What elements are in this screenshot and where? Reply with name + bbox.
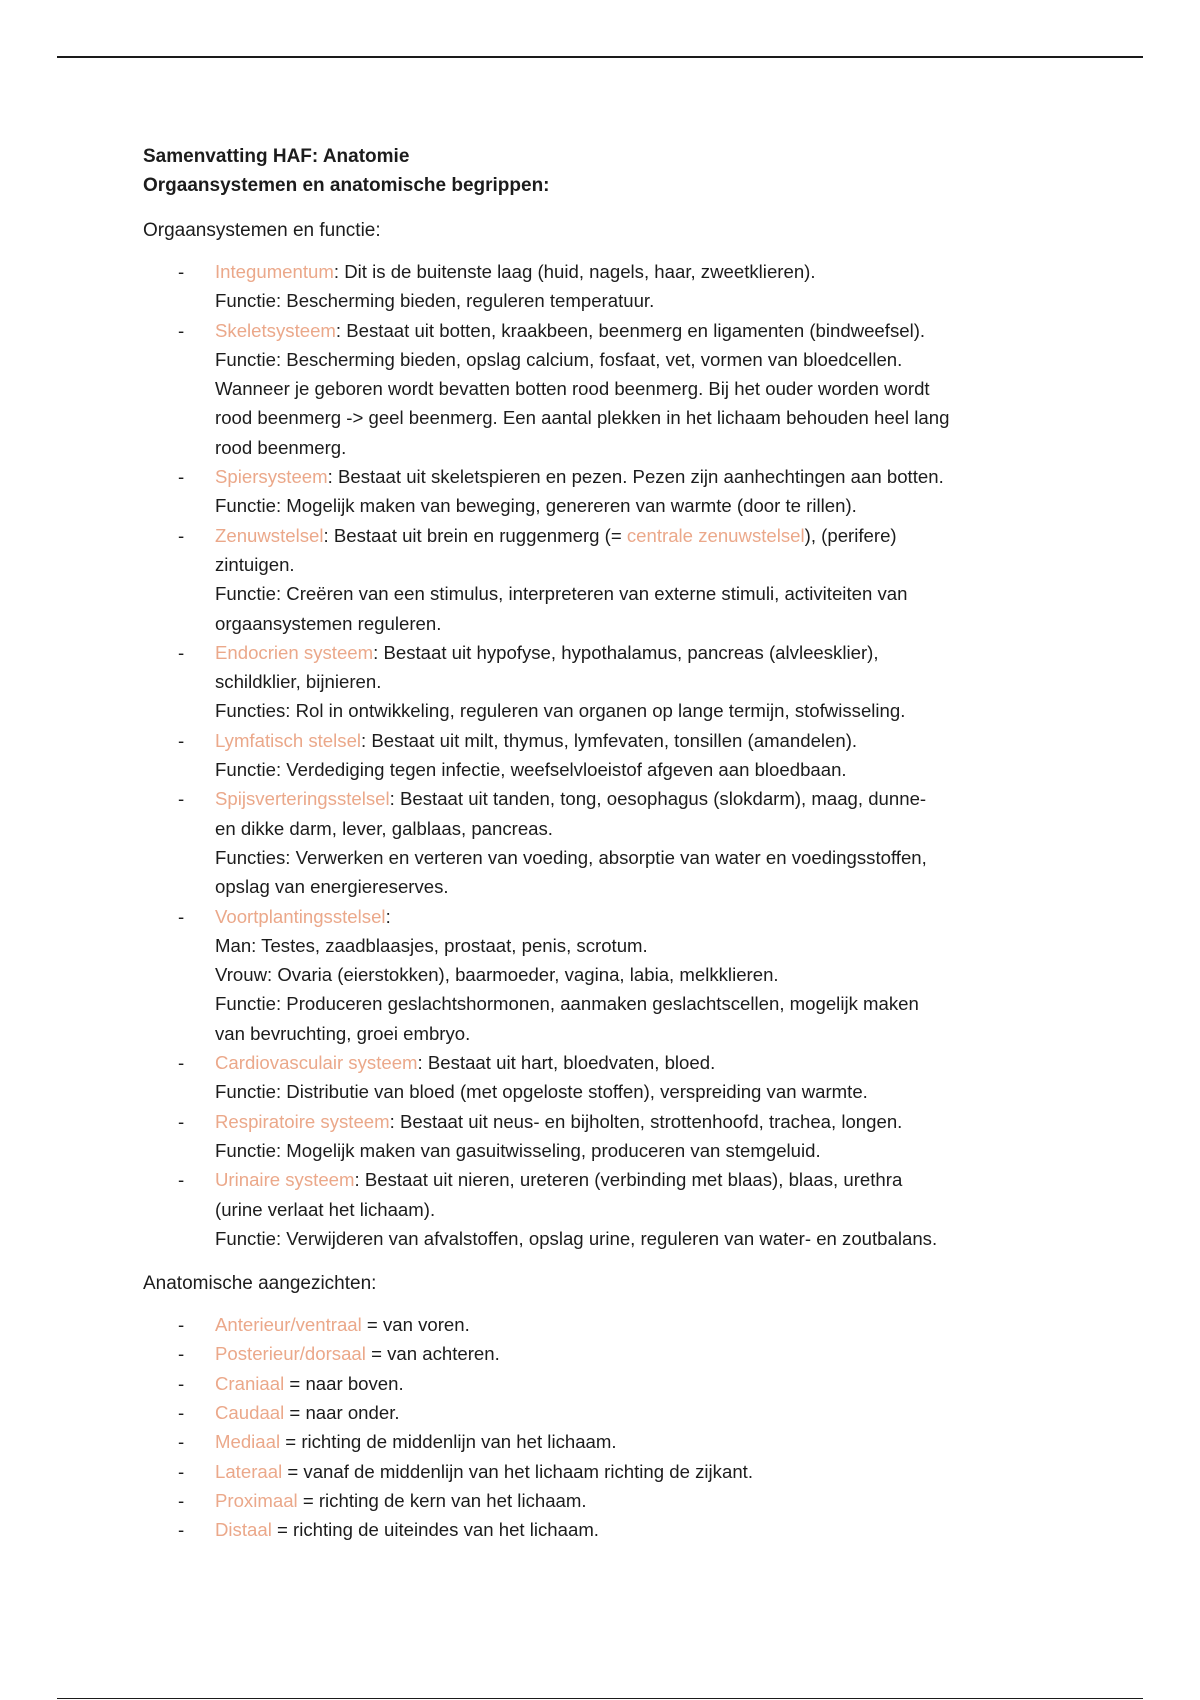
term-description: = richting de middenlijn van het lichaam. — [280, 1431, 617, 1453]
term-highlight: Skeletsysteem — [215, 319, 336, 341]
list-item-first-line — [215, 638, 1063, 667]
anatomical-view-item — [143, 1339, 1063, 1368]
anatomical-view-item — [143, 1398, 1063, 1427]
term-description: ), (perifere) — [804, 524, 897, 546]
term-description: : Bestaat uit skeletspieren en pezen. Pezen zijn aanhechtingen aan botten. — [327, 466, 944, 488]
list-item-first-line — [215, 1457, 1063, 1486]
organ-system-item — [143, 462, 1063, 521]
organ-system-item — [143, 726, 1063, 785]
anatomical-view-item — [143, 1369, 1063, 1398]
term-description: : Bestaat uit hypofyse, hypothalamus, pancreas (alvleesklier), — [373, 641, 879, 663]
list-item-line: Vrouw: Ovaria (eierstokken), baarmoeder, vagina, labia, melkklieren. — [215, 964, 779, 986]
list-item-line: van bevruchting, groei embryo. — [215, 1022, 471, 1044]
organ-system-item — [143, 1048, 1063, 1107]
term-description: = richting de kern van het lichaam. — [297, 1489, 587, 1511]
term-description: : Bestaat uit nieren, ureteren (verbinding met blaas), blaas, urethra — [354, 1169, 903, 1191]
list-item-first-line — [215, 521, 1063, 550]
term-highlight: Anterieur/ventraal — [215, 1314, 362, 1336]
document-subtitle: Orgaansystemen en anatomische begrippen: — [143, 175, 550, 196]
term-description: : Bestaat uit tanden, tong, oesophagus (slokdarm), maag, dunne- — [389, 788, 927, 810]
term-description: : Bestaat uit botten, kraakbeen, beenmerg en ligamenten (bindweefsel). — [335, 319, 926, 341]
list-item-line: Functie: Produceren geslachtshormonen, aanmaken geslachtscellen, mogelijk maken — [215, 993, 919, 1015]
bottom-rule — [57, 1698, 1143, 1699]
list-item-first-line — [215, 1048, 1063, 1077]
term-highlight: Cardiovasculair systeem — [215, 1052, 418, 1074]
term-description: : Bestaat uit neus- en bijholten, strottenhoofd, trachea, longen. — [389, 1110, 903, 1132]
term-highlight: centrale zenuwstelsel — [626, 524, 805, 546]
term-highlight: Posterieur/dorsaal — [215, 1343, 366, 1365]
views-heading: Anatomische aangezichten: — [143, 1273, 377, 1295]
list-item-first-line — [215, 1107, 1063, 1136]
term-description: = van achteren. — [365, 1343, 500, 1365]
term-description: = van voren. — [361, 1314, 470, 1336]
list-item-line: zintuigen. — [215, 553, 295, 575]
list-item-line: Wanneer je geboren wordt bevatten botten rood beenmerg. Bij het ouder worden wordt — [215, 378, 930, 400]
anatomical-view-item — [143, 1427, 1063, 1456]
term-highlight: Spiersysteem — [215, 466, 328, 488]
term-highlight: Distaal — [215, 1519, 272, 1541]
organ-system-item — [143, 1165, 1063, 1253]
list-item-line: Functies: Rol in ontwikkeling, reguleren van organen op lange termijn, stofwisseling. — [215, 700, 906, 722]
list-item-first-line — [215, 784, 1063, 813]
organ-system-item — [143, 638, 1063, 726]
term-highlight: Mediaal — [215, 1431, 281, 1453]
term-description: : Bestaat uit milt, thymus, lymfevaten, tonsillen (amandelen). — [361, 729, 858, 751]
list-item-line: Functie: Bescherming bieden, opslag calcium, fosfaat, vet, vormen van bloedcellen. — [215, 348, 903, 370]
term-description: : — [385, 905, 391, 927]
anatomical-view-item — [143, 1486, 1063, 1515]
list-item-line: Functie: Mogelijk maken van beweging, genereren van warmte (door te rillen). — [215, 495, 857, 517]
list-item-line: schildklier, bijnieren. — [215, 671, 382, 693]
list-item-line: Functie: Verdediging tegen infectie, weefselvloeistof afgeven aan bloedbaan. — [215, 759, 847, 781]
list-item-line: (urine verlaat het lichaam). — [215, 1198, 436, 1220]
list-item-line: rood beenmerg. — [215, 436, 347, 458]
list-item-first-line — [215, 902, 1063, 931]
top-rule — [57, 56, 1143, 58]
list-item-line: orgaansystemen reguleren. — [215, 612, 442, 634]
list-item-line: Man: Testes, zaadblaasjes, prostaat, penis, scrotum. — [215, 934, 648, 956]
list-item-first-line — [215, 1339, 1063, 1368]
term-description: = naar boven. — [284, 1372, 404, 1394]
organ-system-item — [143, 257, 1063, 316]
anatomical-view-item — [143, 1515, 1063, 1544]
list-item-line: rood beenmerg -> geel beenmerg. Een aantal plekken in het lichaam behouden heel lang — [215, 407, 950, 429]
list-item-line: Functie: Bescherming bieden, reguleren temperatuur. — [215, 290, 655, 312]
list-item-line: en dikke darm, lever, galblaas, pancreas. — [215, 817, 553, 839]
organ-system-item — [143, 521, 1063, 638]
term-description: = naar onder. — [284, 1401, 400, 1423]
list-item-first-line — [215, 257, 1063, 286]
term-highlight: Proximaal — [215, 1489, 298, 1511]
list-item-line: Functie: Creëren van een stimulus, interpreteren van externe stimuli, activiteiten van — [215, 583, 908, 605]
term-highlight: Lateraal — [215, 1460, 283, 1482]
term-description: : Bestaat uit brein en ruggenmerg (= — [323, 524, 627, 546]
term-highlight: Urinaire systeem — [215, 1169, 355, 1191]
document-title: Samenvatting HAF: Anatomie — [143, 146, 410, 167]
document-body — [143, 142, 1063, 1558]
term-description: : Bestaat uit hart, bloedvaten, bloed. — [417, 1052, 716, 1074]
list-item-line: opslag van energiereserves. — [215, 876, 449, 898]
term-highlight: Lymfatisch stelsel — [215, 729, 362, 751]
term-highlight: Endocrien systeem — [215, 641, 374, 663]
list-item-first-line — [215, 1369, 1063, 1398]
term-highlight: Craniaal — [215, 1372, 285, 1394]
list-item-line: Functie: Distributie van bloed (met opgeloste stoffen), verspreiding van warmte. — [215, 1081, 868, 1103]
organ-system-item — [143, 784, 1063, 901]
organ-systems-list — [143, 257, 1063, 1253]
anatomical-views-list — [143, 1310, 1063, 1544]
list-item-first-line — [215, 1398, 1063, 1427]
term-description: = richting de uiteindes van het lichaam. — [271, 1519, 599, 1541]
list-item-line: Functie: Mogelijk maken van gasuitwisseling, produceren van stemgeluid. — [215, 1139, 821, 1161]
term-highlight: Integumentum — [215, 261, 334, 282]
list-item-first-line — [215, 1486, 1063, 1515]
systems-heading: Orgaansystemen en functie: — [143, 220, 381, 241]
list-item-first-line — [215, 316, 1063, 345]
list-item-line: Functie: Verwijderen van afvalstoffen, opslag urine, reguleren van water- en zoutbalans. — [215, 1227, 938, 1249]
list-item-first-line — [215, 1310, 1063, 1339]
organ-system-item — [143, 316, 1063, 462]
anatomical-view-item — [143, 1457, 1063, 1486]
term-highlight: Respiratoire systeem — [215, 1110, 390, 1132]
term-highlight: Spijsverteringsstelsel — [215, 788, 390, 810]
organ-system-item — [143, 902, 1063, 1048]
term-description: = vanaf de middenlijn van het lichaam richting de zijkant. — [282, 1460, 753, 1482]
term-description: : Dit is de buitenste laag (huid, nagels, haar, zweetklieren). — [333, 261, 816, 282]
list-item-first-line — [215, 726, 1063, 755]
anatomical-view-item — [143, 1310, 1063, 1339]
list-item-first-line — [215, 462, 1063, 491]
list-item-first-line — [215, 1515, 1063, 1544]
term-highlight: Voortplantingsstelsel — [215, 905, 386, 927]
list-item-line: Functies: Verwerken en verteren van voeding, absorptie van water en voedingsstoffen, — [215, 846, 927, 868]
term-highlight: Caudaal — [215, 1401, 285, 1423]
list-item-first-line — [215, 1427, 1063, 1456]
list-item-first-line — [215, 1165, 1063, 1194]
term-highlight: Zenuwstelsel — [215, 524, 324, 546]
organ-system-item — [143, 1107, 1063, 1166]
